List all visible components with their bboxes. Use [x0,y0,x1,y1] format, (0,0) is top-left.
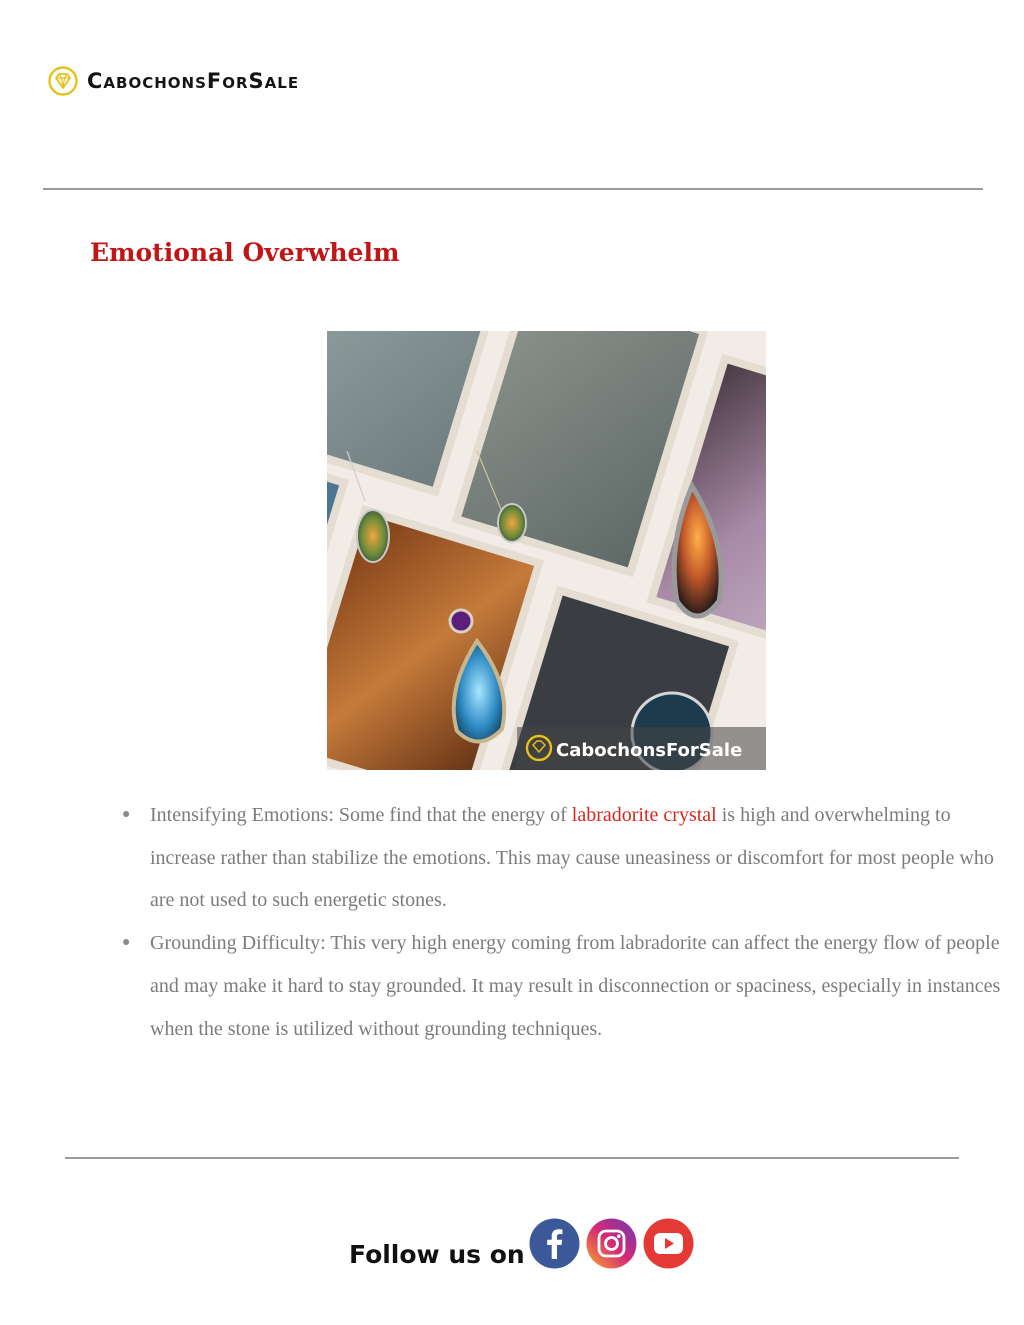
image-watermark: CabochonsForSale [556,740,743,761]
labradorite-crystal-link[interactable]: labradorite crystal [571,804,717,826]
facebook-icon[interactable] [529,1218,580,1269]
follow-us-label: Follow us on [349,1240,525,1269]
bullet-icon: ● [122,807,131,822]
youtube-icon[interactable] [643,1218,694,1269]
brand-name: CabochonsForSale [87,69,300,93]
diamond-icon [48,66,78,96]
bullet-text: Grounding Difficulty: This very high energy coming from labradorite can affect the energy flow of people and may make it hard to stay grounded. It may result in disconnection or spaciness, especially in instances when the stone is utilized without grounding techniques. [150,932,1001,1040]
bottom-divider [65,1157,959,1159]
bullet-icon: ● [122,935,131,951]
top-divider [43,188,983,190]
list-item [116,922,1016,1050]
bullet-text-intro: Intensifying Emotions: Some find that the energy of [150,804,572,826]
brand-logo[interactable] [48,66,299,96]
instagram-icon[interactable] [586,1218,637,1269]
bullet-list [116,794,1016,1050]
section-heading: Emotional Overwhelm [90,238,400,267]
bullet-text-rest: is high and overwhelming to increase rather than stabilize the emotions. This may cause uneasiness or discomfort for most people who are not used to such energetic stones. [150,804,994,912]
list-item [116,794,1016,922]
labradorite-jewelry-photo [327,331,766,770]
